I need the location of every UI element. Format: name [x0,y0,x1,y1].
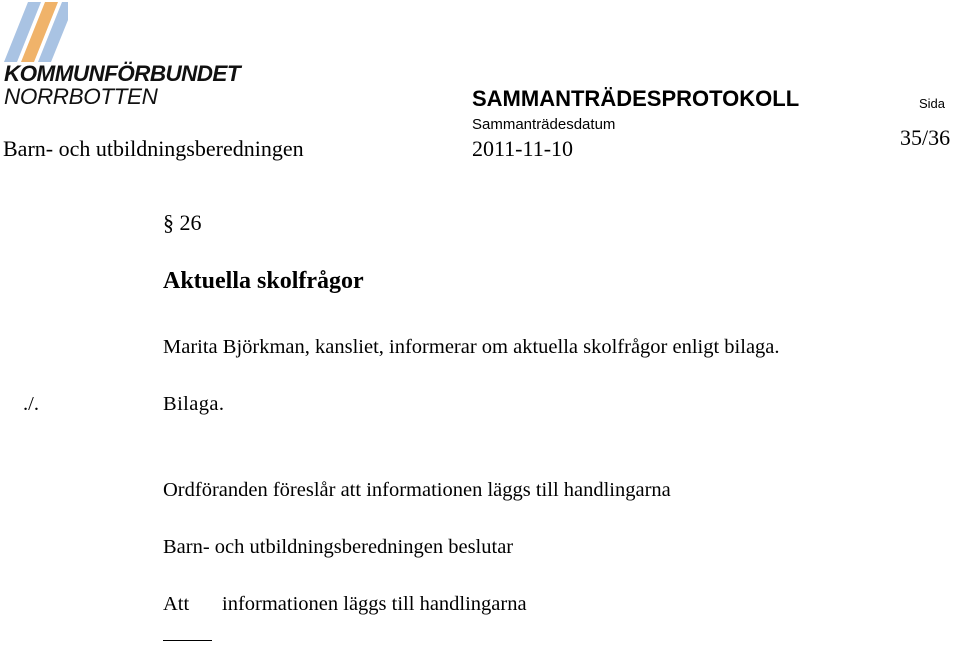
header-page-number: 35/36 [900,125,951,150]
header-document-type: SAMMANTRÄDESPROTOKOLL [472,86,800,111]
info-paragraph: Marita Björkman, kansliet, informerar om aktuella skolfrågor enligt bilaga. [163,336,780,358]
decision-att: Att [163,593,190,615]
signature-rule [163,640,212,641]
decision-heading: Barn- och utbildningsberedningen beslutar [163,536,514,558]
header-date: 2011-11-10 [472,136,574,161]
logo-text-line1: KOMMUNFÖRBUNDET [4,61,240,86]
kommunforbundet-logo-icon [4,2,68,64]
section-title: Aktuella skolfrågor [163,268,364,294]
header-committee: Barn- och utbildningsberedningen [3,136,304,161]
chair-proposal: Ordföranden föreslår att informationen läggs till handlingarna [163,479,671,501]
attachment-reference: Bilaga. [163,393,225,415]
logo-text-line2: NORRBOTTEN [4,84,158,109]
attachment-margin-mark: ./. [23,393,39,415]
header-date-label: Sammanträdesdatum [472,116,616,133]
decision-text: informationen läggs till handlingarna [222,593,527,615]
header-page-label: Sida [919,96,946,111]
section-number: § 26 [163,210,202,235]
